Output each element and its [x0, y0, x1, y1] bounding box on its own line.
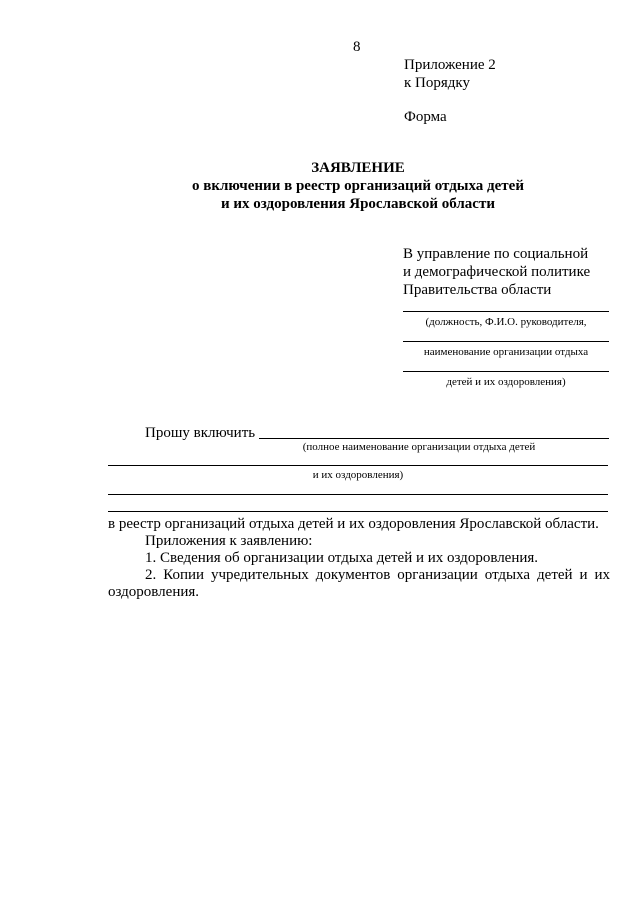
- attachment-item-1: 1. Сведения об организации отдыха детей и их оздоровления.: [145, 550, 539, 566]
- organization-name-blank-4: [108, 511, 608, 512]
- addressee-line-2: и демографической политике: [403, 264, 591, 280]
- appendix-line-1: Приложение 2: [404, 57, 496, 73]
- request-hint-1: (полное наименование организации отдыха детей: [302, 441, 536, 453]
- addressee-line-1: В управление по социальной: [403, 246, 589, 262]
- addressee-blank-line-1: [403, 311, 609, 312]
- attachment-item-2-line-1: 2. Копии учредительных документов организации отдыха детей и их: [145, 567, 610, 583]
- document-title: ЗАЯВЛЕНИЕ: [311, 160, 405, 176]
- request-lead: Прошу включить: [145, 425, 256, 441]
- attachment-item-2-line-2: оздоровления.: [108, 584, 200, 600]
- organization-name-blank-3: [108, 494, 608, 495]
- page-number: 8: [353, 39, 361, 55]
- request-hint-2: и их оздоровления): [312, 469, 404, 481]
- addressee-blank-line-2: [403, 341, 609, 342]
- organization-name-blank-2: [108, 465, 608, 466]
- addressee-hint-1: (должность, Ф.И.О. руководителя,: [425, 316, 587, 328]
- appendix-line-2: к Порядку: [404, 75, 470, 91]
- form-label: Форма: [404, 109, 447, 125]
- attachments-heading: Приложения к заявлению:: [145, 533, 313, 549]
- request-closing: в реестр организаций отдыха детей и их оздоровления Ярославской области.: [108, 516, 599, 532]
- addressee-blank-line-3: [403, 371, 609, 372]
- document-subtitle-2: и их оздоровления Ярославской области: [221, 196, 495, 212]
- document-subtitle-1: о включении в реестр организаций отдыха детей: [192, 178, 524, 194]
- addressee-line-3: Правительства области: [403, 282, 552, 298]
- organization-name-blank-1: [259, 438, 609, 439]
- addressee-hint-3: детей и их оздоровления): [446, 376, 566, 388]
- addressee-hint-2: наименование организации отдыха: [423, 346, 589, 358]
